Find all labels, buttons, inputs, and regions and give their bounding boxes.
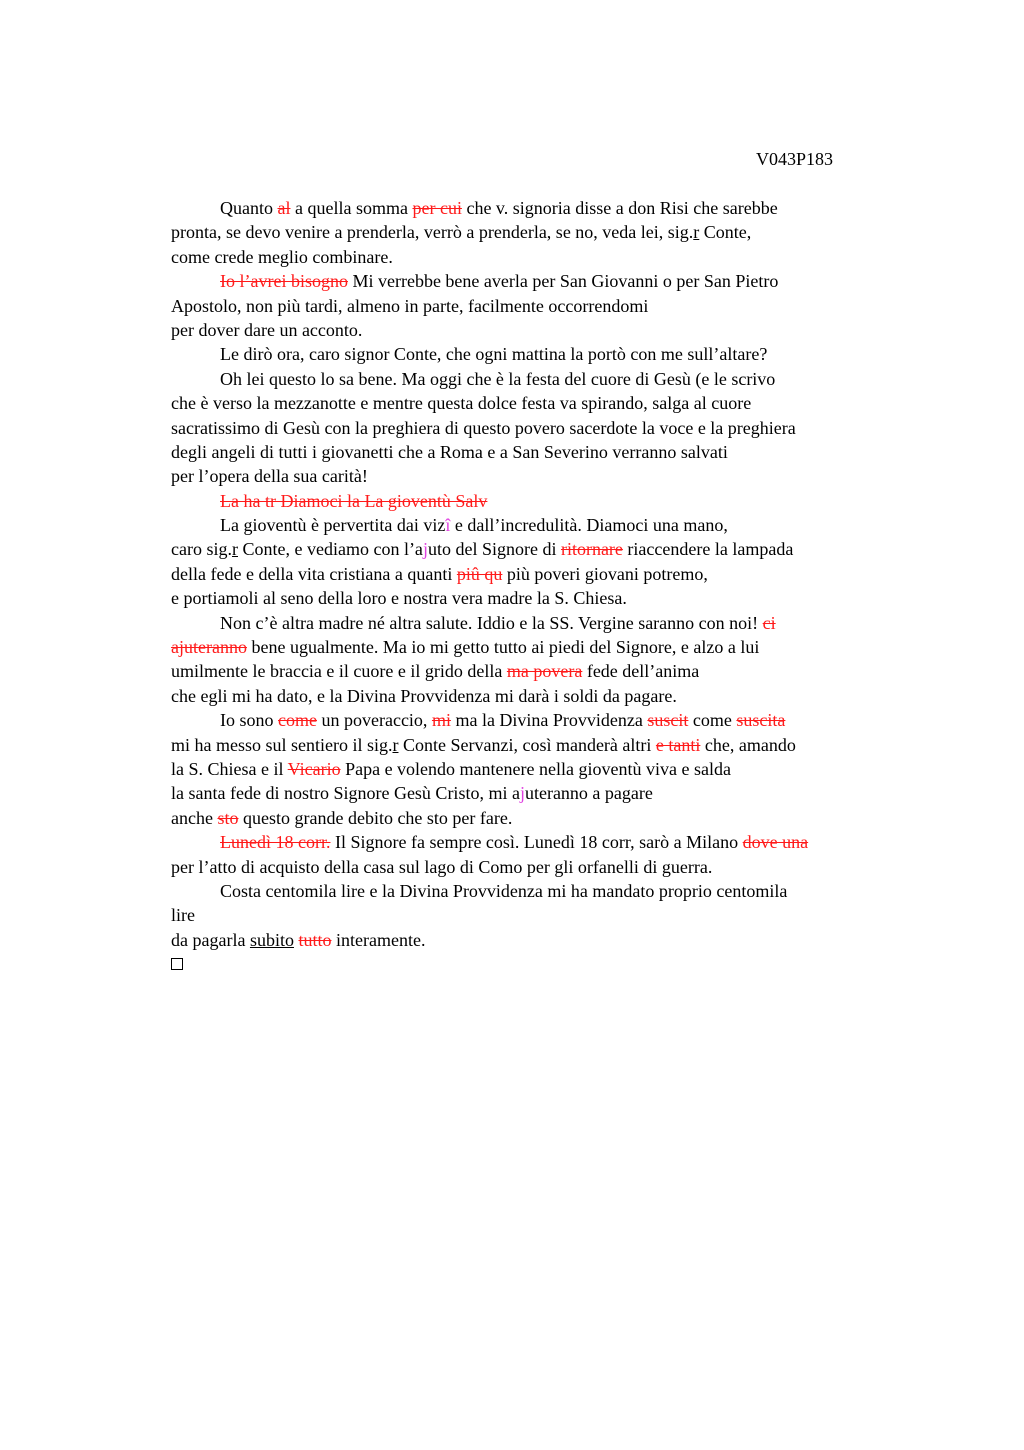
text-line <box>171 367 901 391</box>
text-line <box>171 318 901 342</box>
text-segment: caro sig. <box>171 539 232 560</box>
text-line <box>171 684 901 708</box>
text-line <box>171 830 901 854</box>
text-segment: per dover dare un acconto. <box>171 319 363 340</box>
text-line <box>171 416 901 440</box>
text-segment: bene ugualmente. Ma io mi getto tutto ai piedi del Signore, e alzo a lui <box>246 637 760 658</box>
text-segment: lire <box>171 905 195 926</box>
text-segment: uteranno a pagare <box>524 783 653 804</box>
text-segment: interamente. <box>331 929 426 950</box>
deleted-text: ritornare <box>560 539 623 560</box>
text-line <box>171 513 901 537</box>
text-segment: per l’opera della sua carità! <box>171 466 368 487</box>
text-segment: Il Signore fa sempre così. Lunedì 18 corr, sarò a Milano <box>330 832 743 853</box>
text-segment: la S. Chiesa e il <box>171 758 288 779</box>
text-segment: da pagarla <box>171 929 250 950</box>
text-line <box>171 562 901 586</box>
deleted-text: Vicario <box>287 758 341 779</box>
text-line <box>171 391 901 415</box>
letter-body <box>171 196 901 977</box>
text-line <box>171 220 901 244</box>
text-segment: Conte, <box>699 222 752 243</box>
text-line <box>171 269 901 293</box>
deleted-text: La ha tr Diamoci la La gioventù Salv <box>220 490 488 511</box>
text-segment: per l’atto di acquisto della casa sul lago di Como per gli orfanelli di guerra. <box>171 856 713 877</box>
text-line <box>171 806 901 830</box>
text-line <box>171 611 901 635</box>
text-segment: ma la Divina Provvidenza <box>450 710 648 731</box>
text-line <box>171 855 901 879</box>
text-segment: La gioventù è pervertita dai viz <box>220 515 446 536</box>
text-line <box>171 196 901 220</box>
underlined-text: r <box>392 734 399 755</box>
text-line <box>171 537 901 561</box>
text-segment: e dall’incredulità. Diamoci una mano, <box>450 515 728 536</box>
underlined-text: r <box>231 539 238 560</box>
text-segment: Io sono <box>220 710 278 731</box>
deleted-text: al <box>277 198 291 218</box>
end-marker-line <box>171 952 901 976</box>
deleted-text: sto <box>217 807 239 828</box>
deleted-text: suscit <box>647 710 689 731</box>
text-segment: della fede e della vita cristiana a quanti <box>171 563 457 584</box>
text-line <box>171 342 901 366</box>
deleted-text: ma povera <box>506 661 583 682</box>
deleted-text: dove una <box>742 832 809 853</box>
highlighted-letter: j <box>422 539 428 560</box>
text-segment: anche <box>171 807 218 828</box>
text-line <box>171 781 901 805</box>
text-segment: Mi verrebbe bene averla per San Giovanni o per San Pietro <box>347 271 779 292</box>
checkbox-square-icon <box>171 958 183 970</box>
page-id: V043P183 <box>756 149 834 169</box>
text-segment: Oh lei questo lo sa bene. Ma oggi che è la festa del cuore di Gesù (e le scrivo <box>220 368 776 389</box>
text-segment: riaccendere la lampada <box>622 539 794 560</box>
text-line <box>171 586 901 610</box>
text-segment: più poveri giovani potremo, <box>502 563 708 584</box>
deleted-text: e tanti <box>655 734 701 755</box>
text-segment: Costa centomila lire e la Divina Provvidenza mi ha mandato proprio centomila <box>220 880 788 901</box>
deleted-text: tutto <box>298 929 332 950</box>
underlined-text: r <box>693 222 700 243</box>
text-line <box>171 245 901 269</box>
text-segment: Le dirò ora, caro signor Conte, che ogni mattina la portò con me sull’altare? <box>220 344 768 365</box>
text-segment: che v. signoria disse a don Risi che sarebbe <box>461 198 778 218</box>
deleted-text: Lunedì 18 corr. <box>220 832 331 853</box>
text-segment: sacratissimo di Gesù con la preghiera di questo povero sacerdote la voce e la preghiera <box>171 417 796 438</box>
text-segment: che, amando <box>700 734 796 755</box>
text-line <box>171 708 901 732</box>
text-segment: come <box>688 710 737 731</box>
deleted-text: suscita <box>736 710 786 731</box>
text-segment: questo grande debito che sto per fare. <box>238 807 513 828</box>
text-segment: Non c’è altra madre né altra salute. Iddio e la SS. Vergine saranno con noi! <box>220 612 763 633</box>
deleted-text: ci <box>762 612 776 633</box>
text-segment: umilmente le braccia e il cuore e il grido della <box>171 661 507 682</box>
text-line <box>171 489 901 513</box>
text-segment: un poveraccio, <box>316 710 432 731</box>
text-line <box>171 903 901 927</box>
text-line <box>171 757 901 781</box>
text-segment: pronta, se devo venire a prenderla, verrò a prenderla, se no, veda lei, sig. <box>171 222 694 243</box>
text-line <box>171 928 901 952</box>
deleted-text: come <box>278 710 317 731</box>
text-segment: che egli mi ha dato, e la Divina Provvidenza mi darà i soldi da pagare. <box>171 685 677 706</box>
text-segment: fede dell’anima <box>582 661 700 682</box>
deleted-text: per cui <box>412 198 462 218</box>
text-segment: degli angeli di tutti i giovanetti che a Roma e a San Severino verranno salvati <box>171 441 728 462</box>
highlighted-letter: j <box>519 783 525 804</box>
text-segment: Papa e volendo mantenere nella gioventù viva e salda <box>340 758 731 779</box>
text-segment: Conte Servanzi, così manderà altri <box>398 734 656 755</box>
text-line <box>171 659 901 683</box>
text-line <box>171 440 901 464</box>
underlined-text: subito <box>249 929 294 950</box>
text-segment: la santa fede di nostro Signore Gesù Cristo, mi a <box>171 783 520 804</box>
text-segment: a quella somma <box>290 198 413 218</box>
text-segment: Quanto <box>220 198 278 218</box>
text-line <box>171 879 901 903</box>
text-segment: mi ha messo sul sentiero il sig. <box>171 734 393 755</box>
text-line <box>171 294 901 318</box>
deleted-text: piû qu <box>456 563 503 584</box>
highlighted-letter: î <box>445 515 451 536</box>
text-segment: Conte, e vediamo con l’a <box>237 539 423 560</box>
text-line <box>171 733 901 757</box>
text-line <box>171 635 901 659</box>
text-line <box>171 464 901 488</box>
text-segment: come crede meglio combinare. <box>171 246 393 267</box>
deleted-text: mi <box>431 710 451 731</box>
deleted-text: Io l’avrei bisogno <box>220 271 348 292</box>
text-segment: Apostolo, non più tardi, almeno in parte, facilmente occorrendomi <box>171 295 649 316</box>
text-segment: uto del Signore di <box>427 539 561 560</box>
deleted-text: ajuteranno <box>171 637 247 658</box>
text-segment: che è verso la mezzanotte e mentre questa dolce festa va spirando, salga al cuore <box>171 393 752 414</box>
text-segment: e portiamoli al seno della loro e nostra vera madre la S. Chiesa. <box>171 588 627 609</box>
